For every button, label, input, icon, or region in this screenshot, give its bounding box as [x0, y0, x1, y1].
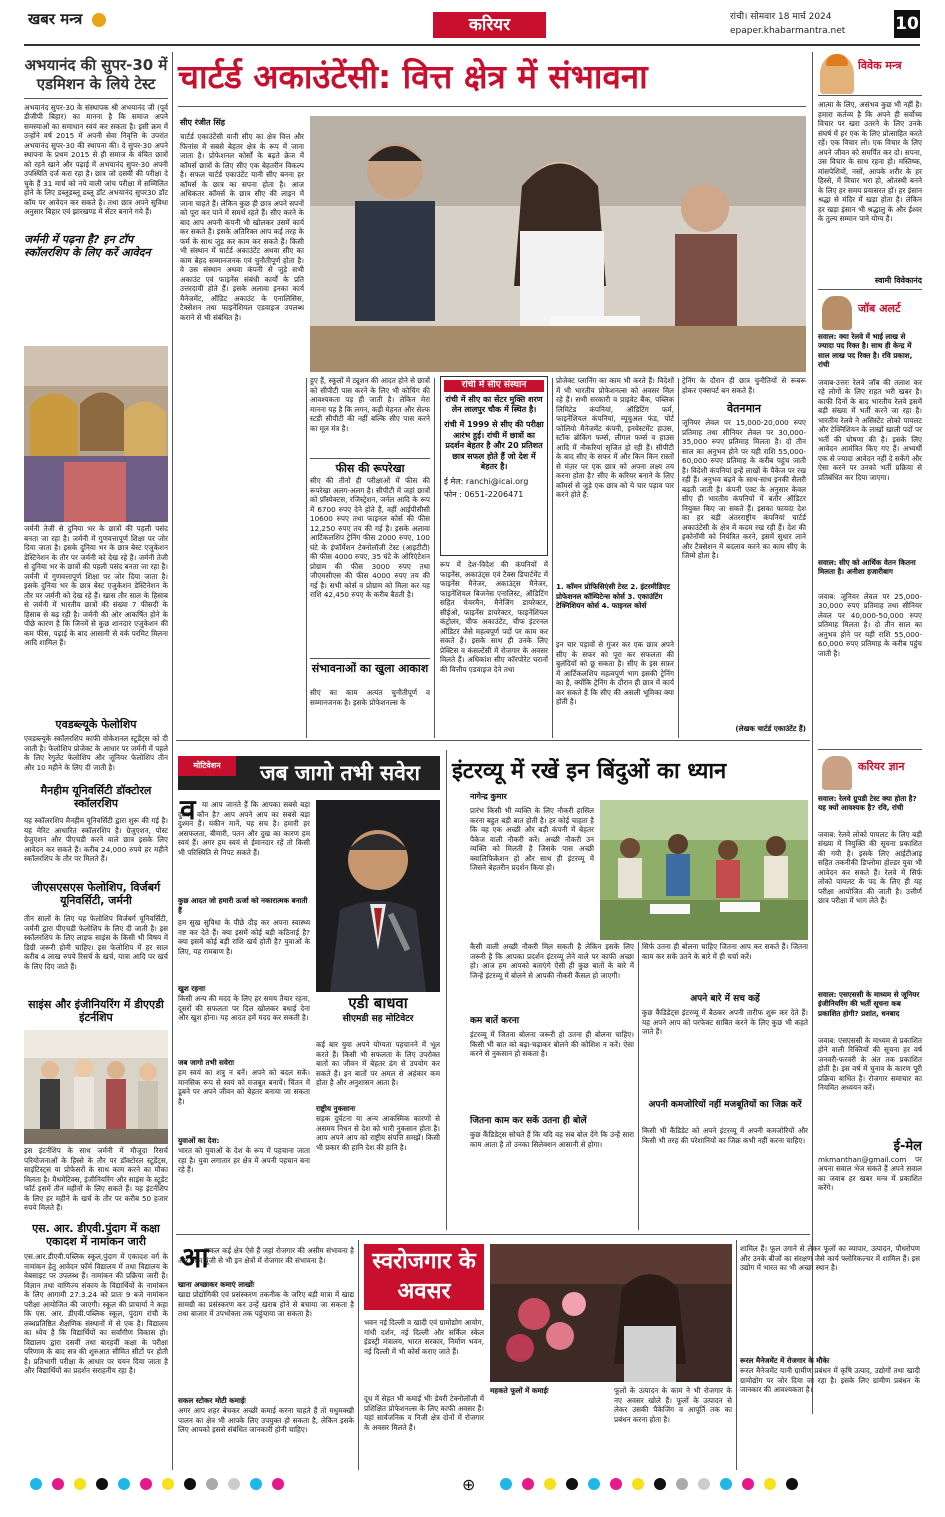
dav-admission-headline: एस. आर. डीएवी.पुंदाग में कक्षा एकादश में नामांकन जारी — [32, 1222, 160, 1249]
mannheim-body: यह स्कॉलरशिप मैनहीम यूनिवर्सिटी द्वारा शुरू की गई है। यह मेरिट आधारित स्कॉलरशिप है। ग्रेजुएशन, पोस्ट ग्रेजुएशन और पीएचडी करने वाले छात्र इसके लिए आवेदन कर सकते हैं। करीब 24,000 रुपये हर महीने स्कॉलरशिप के तौर पर मिलते हैं। — [24, 816, 168, 863]
main-col4b: इन चार पड़ावों से गुजर कर एक छात्र अपने सीए के सफर को पूरा कर सफलता की बुलंदियों को छू सकता है। सीए के इस सफ़र में आर्टिकलशिप महत्वपूर्ण भाग इसकी ट्रेनिंग का है, क्योंकि ट्रेनिंग के दौरान ही छात्र में कार्य कर सकते हैं कि सीए की असली भूमिका क्या होती है। — [556, 640, 674, 706]
speaker-name: एडी बाधवा — [348, 994, 408, 1012]
motivation-col2: कई बार युवा अपने योग्यता पहचानने में भूल करते हैं। किसी भी सफलता के लिए उपरोक्त बातों का जीवन में बेहतर ढंग से उपयोग कर सकते हैं। इन बातों पर अमल से अहंकार कम होता है और अनुशासन आता है। — [316, 1040, 440, 1087]
salary-headline: वेतनमान — [726, 402, 762, 415]
swarozgar-col3 — [490, 1386, 608, 1468]
daad-headline: साइंस और इंजीनियरिंग में डीएएडी इंटर्नशिप — [28, 998, 164, 1025]
germany-students-photo — [24, 346, 168, 522]
interview-byline: नागेन्द्र कुमार — [470, 792, 507, 801]
job-alert-header — [818, 296, 922, 332]
main-col2: हुए हैं, स्कूलों में ट्यूशन की आदत होने से छात्रों को सीपीटी पास करने के लिए भी कोचिंग की आवश्यकता पड़ ही जाती है। लेकिन मेरा मानना यह है कि लगन, कड़ी मेहनत और सेल्फ स्टडी सीपीटी की नहीं बल्कि सीए पास करने का मूल मंत्र है। — [310, 376, 430, 433]
speaker-role: सीएमडी सह मोटिवेटर — [342, 1013, 414, 1024]
dateline: रांची। सोमवार 18 मार्च 2024 — [730, 12, 832, 22]
author-note: (लेखक चार्टर्ड एकाउंटेंट हैं) — [735, 724, 806, 733]
fee-body: सीए की तीनों ही परीक्षाओं में फीस की रूपरेखा अलग-अलग है। सीपीटी में जहां छात्रों को प्रॉस्पेक्टस, रजिस्ट्रेशन, जर्नल आदि के रूप में 6700 रुपए देने होते हैं, वहीं आईपीसीसी 10600 रुपए तथा फाइनल कोर्स की फीस 12,250 रुपए तय की गई है। इसके अलावा आर्टिकलशिप ट्रेनिंग फीस 2000 रुपए, 100 घंटे के इंफॉर्मेशन टेक्नोलॉजी टेस्ट (आइटीटी) की फीस 4000 रुपए, 35 घंटे के ओरिएंटेशन प्रोग्राम की फीस 3000 रुपए तथा जीएमसीएस की फीस 4000 रुपए तय की गई है। सभी कोर्स व प्रोग्राम को मिला कर यह राशि 42,450 रुपए के करीब बैठती है। — [310, 476, 430, 599]
logo-badge-icon — [92, 13, 106, 27]
left-column — [24, 56, 168, 1468]
job-alert-portrait — [822, 296, 852, 330]
interview-col2: सिर्फ उतना ही बोलना चाहिए जितना आप कर सकते हैं। जितना काम कर सकें उतने के बारे में ही चर्चा करें। — [642, 942, 808, 961]
motivation-tag: मोटिवेशन — [178, 756, 236, 776]
swarozgar-sub4: रूरल मैनेजमेंट में रोजगार के मौकेः — [740, 1356, 830, 1365]
opportunity-headline: संभावनाओं का खुला आकाश — [310, 658, 430, 675]
job-alert-title: जॉब अलर्ट — [858, 301, 901, 315]
career-question: सवाल: रेलवे ग्रुपडी टेस्ट क्या होता है? यह क्यों आवश्यक है? रवि, रांची — [818, 793, 917, 813]
box-headline: रांची में सीए संस्थान — [444, 380, 544, 392]
swarozgar-sub3-body: फूलों के उत्पादन के काम ने भी रोजगार के नए अवसर खोले हैं। फूलों के उत्पादन से लेकर उसकी पैकेजिंग व आपूर्ति तक का प्रबंधन करना होता है। — [614, 1386, 732, 1424]
box-email[interactable]: ई मेल: ranchi@icai.org — [444, 476, 529, 486]
interview-sub3-body: कुछ कैंडिडेट्स इंटरव्यू में बैठकर अपनी तारीफ शुरू कर देते हैं। यह अपने आप को परफेक्ट साबित करने के लिए कुछ भी कहते जाते हैं। — [642, 1008, 808, 1036]
daad-intro: इस इंटर्नशिप के साथ जर्मनी में मौजूदा रिसर्च परियोजनाओं के हिस्से के तौर पर डॉक्टोरल स्टूडेंट्स, साइंटिस्ट्स या प्रोफेसरों के साथ काम करने का मौका मिलता है। मैथमेटिक्स, इंजीनियरिंग और साइंस के स्टूडेंट फॉर्ट इसमें तीन महीनों के लिए सकते हैं। यह इंटर्नशिप के लिए हर महीने के खर्च के तौर पर करीब 50 हजार रुपये मिलते हैं। — [24, 1146, 168, 1212]
gsss-headline: जीएसएसएस फेलोशिप, विर्जबर्ग यूनिवर्सिटी, जर्मनी — [31, 881, 161, 908]
main-col1: चार्टर्ड एकाउंटेंसी यानी सीए का क्षेत्र वित्त और फिनांस में सबसे बेहतर क्षेत्र के रूप में जाना जाता है। प्रोफेशनल कोर्सों के बढ़ते क्रेज में कॉमर्स छात्रों के लिए सीए एक बेहतरीन विकल्प है। सफल चार्टर्ड एकाउंटेंट यानी सीए बनना हर कॉमर्स के छात्र का सपना होता है। आज अधिकतर कॉमर्स के छात्र सीए की लाइन में जाना चाहते हैं। लेकिन कुछ ही छात्र अपने सपनों को पूरा कर पाने में समर्थ रहते हैं। सीए करने के बाद आप अपनी कंपनी भी खोलकर उसमें कार्य कर सकते हैं। इसके अतिरिक्त आप कई तरह के फर्म के साथ जुड़ कर काम कर सकते हैं। किसी भी संस्थान में चार्टर्ड अकाउंटेंट अथवा सीए का काम बेहद सम्मानजनक एवं चुनौतीपूर्ण होता है। वे उस संस्थान अथवा कंपनी से जुड़े सभी अकाउंट एवं फाइनेंस संबंधी कार्यों के प्रति उत्तरदायी होते हैं। इसके अलावा इनका कार्य मैनेजमेंट, ऑडिट अकाउंट के एनालिसिस, टैक्सेशन तथा फाइनेंशियल एडवाइज उपलब्ध कराने से भी संबंधित है। — [180, 132, 304, 322]
swarozgar-intro: जकल कई क्षेत्र ऐसे हैं जहां रोजगार की असीम संभावना है और काम पूंजी से भी इन क्षेत्रों में रोजगार की संभावना है। — [178, 1246, 354, 1265]
motivation-sub5: राष्ट्रीय नुकसानः — [316, 1104, 356, 1113]
main-byline: सीए रंजीत सिंह — [180, 118, 226, 127]
vivek-body: आत्मा के लिए, असंभव कुछ भी नहीं है। हमारा कर्तव्य है कि अपने ही सर्वोच्च विचार पर खरा उतरने के लिए उनके संघर्ष में हर एक के लिए प्रोत्साहित करते रहें। एक विचार लो। एक विचार के लिए अपने जीवन को समर्पित कर दो। सपना, उस विचार के साथ रहना हो। मस्तिष्क, मांसपेशियों, नसों, आपके शरीर के हर हिस्से, में विचार भरा हो, ओतस्थी बनने के लिए हर समय प्रयासरत हों। हर इंसान श्रद्धा से मंदिर में खड़ा होता है। लेकिन हर खड़ा इंसान भी श्रद्धालु के और ईश्वर के तुल्य सम्मान पाने योग्य है। — [818, 100, 922, 223]
interview-intro: प्रारंभ किसी भी व्यक्ति के लिए नौकरी हासिल करना बहुत बड़ी बात होती है। हर कोई चाहता है कि वह एक अच्छी और बड़ी कंपनी में बेहतर पैकेज वाली नौकरी करें। अच्छी नौकरी उन व्यक्ति को मिलती है जिसके पास अच्छी क्वालिफिकेशन हो और साथ ही इंटरव्यू में जिसने बेहतरीन प्रदर्शन किया हो। — [470, 806, 594, 872]
ca-institute-box — [440, 376, 548, 556]
swarozgar-sub1-body: खाद्य प्रोद्योगिकी एवं प्रसंस्करण तकनीक के जरिए बड़ी मात्रा में खाद्य सामग्री का प्रसंस्करण कर उन्हें खराब होने से बचाया जा सकता है तथा बाजार में उपभोक्ता तक पहुंचाया जा सकता है। — [178, 1290, 354, 1318]
abhayanand-headline: अभयानंद की सुपर-30 में एडमिशन के लिये टेस्ट — [24, 56, 168, 99]
page-number: 10 — [894, 10, 920, 38]
motivation-sub2: खुश रहनाः — [178, 984, 206, 993]
germany-body: जर्मनी तेजी से दुनिया भर के छात्रों की पहली पसंद बनता जा रहा है। जर्मनी में गुणवत्तापूर्ण शिक्षा पर जोर दिया जाता है। इसके दुनिया भर के छात्र बेस्ट एजुकेशन डेस्टिनेशन के तौर पर जर्मनी को देख रहे हैं। जर्मनी तेजी से दुनिया भर के छात्रों की पहली पसंद बनता जा रहा है। जर्मनी में गुणवत्तापूर्ण शिक्षा पर जोर दिया जाता है। इसके दुनिया भर के छात्र बेस्ट एजुकेशन डेस्टिनेशन के तौर पर जर्मनी को देख रहे हैं। खास तौर साल के हिसाब से जर्मनी में भारतीय छात्रों की संख्या 7 फीसदी के हिसाब से बढ़ रही है। जर्मनी की ओर आकर्षित होने के पीछे कारण है कि जिनमें से कुछ शानदार एजुकेशन की कम फीस, पढ़ाई के बाद आसानी से वर्क परमिट मिलना आदि शामिल हैं। — [24, 524, 168, 647]
masthead-logo — [28, 10, 106, 30]
swarozgar-sub1: खाना अच्छाकर कमाएं लाखोंः — [178, 1280, 255, 1289]
email-label: ई-मेल — [893, 1138, 922, 1154]
opportunity-body: सीए का काम अत्यंत चुनौतीपूर्ण व सम्मानजनक है। इसके प्रोफेशनल्स के — [310, 688, 430, 707]
salary-body: जूनियर लेवल पर 15,000-20,000 रुपए प्रतिमाह तथा सीनियर लेवल पर 30,000-35,000 रुपए प्रतिमाह मिलता है। दो तीन साल का अनुभव होने पर यही राशि 55,000-60,000 रुपए प्रतिमाह के करीब पहुंच जाती है। विदेशी कंपनियां इन्हें लाखों के पैकेज पर रख रही हैं। अनुभव बढ़ने के साथ-साथ इनकी सैलरी बढ़ती जाती है। कंपनी एक्ट के अनुसार केवल सीए ही भारतीय कंपनियों में बतौर ऑडिटर नियुक्त किए जा सकते हैं। इसका फायदा देश का हर बड़ी अंतरराष्ट्रीय कंपनियां चार्टर्ड अकाउंटेंसी के क्षेत्र में कदम रख रही हैं। देश की इकोनॉमी को नियंत्रित करने, इसमें सुधार लाने और टैक्सेशन में बदलाव करने का काम सीए के जिम्मे होता है। — [682, 418, 806, 560]
interview-sub3: अपने बारे में सच कहें — [690, 994, 760, 1004]
main-col3: रूप में देश-विदेश की कंपनियों में फाइनेंस, अकाउंट्स एवं टैक्स डिपार्टमेंट में फाइनेंस मैनेजर, अकाउंट्स मैनेजर, फाइनेंशियल बिजनेस एनालिस्ट, ऑडिटिंग सहित चेयरमैन, मैनेजिंग डायरेक्टर, सीईओ, फाइनेंस डायरेक्टर, फाइनेंशियल कंट्रोलर, चीफ अकाउंटेंट, चीफ इंटरनल ऑडिटर जैसे महत्वपूर्ण पदों पर काम कर सकते हैं। इसके साथ ही उनके लिए प्रेक्टिस व कंसल्टेंसी में रोजगार के अवसर मिलते हैं। अधिकांश सीए कॉरपोरेट घरानों की वित्तीय एडवाइज देने तथा — [440, 560, 548, 674]
right-column — [818, 52, 922, 1414]
motivation-sub4: युवाओं का देश: — [178, 1136, 220, 1145]
email-body[interactable]: mkmanthan@gmail.com पर अपना सवाल भेज सकते हैं अपने सवाल का जवाब हर खबर मन्त्र में प्रकाशित करेंगे। — [818, 1154, 922, 1193]
swarozgar-col2b: दूध में सेहत भी कमाई भीः डेयरी टेक्नोलॉजी में प्रशिक्षित प्रोफेशनल्स के लिए काफी अवसर हैं। यहां सार्वजनिक व निजी क्षेत्र दोनों में रोजगार के अवसर मिलते हैं। — [364, 1394, 484, 1432]
motivation-sub5-body: सड़क दुर्घटना या अन्य आकस्मिक कारणों से असमय निधन से देश को भारी नुकसान होता है। आप अपने आप को राष्ट्रीय संपत्ति समझें। किसी भी प्रकार की हानि देश की हानि है। — [316, 1114, 440, 1152]
interview-sub4: अपनी कमजोरियों नहीं मजबूतियों का जिक्र करें — [648, 1100, 802, 1110]
motivation-headline: जब जागो तभी सवेरा — [260, 761, 420, 785]
awk-fellowship-body: एवडब्ल्यूके स्कॉलरशिप काफी वोकेशनल स्टूडेंट्स को दी जाती है। फेलोशिप प्रोजेक्ट के आधार पर जर्मनी में पहले के लिए रेगुलेट फेलोशिप और जूनियर फेलोशिप तीन और 10 महीने के लिए दी जाती है। — [24, 734, 168, 772]
job-answer-2: जवाब: जूनियर लेवल पर 25,000-30,000 रुपए प्रतिमाह तथा सीनियर लेवल पर 40,000-50,000 रुपए प्रतिमाह मिलता है। दो तीन साल का अनुभव होने पर यही राशि 55,000-60,000 रुपए प्रतिमाह के करीब पहुंच जाती है। — [818, 592, 922, 750]
interview-sub4-body: किसी भी कैंडिडेट को अपने इंटरव्यू में अपनी कमजोरियों और किसी भी तरह की परेशानियों का जिक्र कभी नहीं करना चाहिए। — [642, 1126, 808, 1145]
speaker-caption — [316, 994, 440, 1034]
job-question-2: सवाल: सीए को आर्थिक वेतन कितना मिलता है। अनीशा हजारीबाग — [818, 557, 916, 577]
motivation-sub2-body: किसी अन्य की मदद के लिए हर समय तैयार रहना, दूसरों की सफलता पर दिल खोलकर बधाई देना और खुश होना। यह आदत हमें मदद कर सकती है। — [178, 994, 310, 1022]
motivation-intro: या आप जानते हैं कि आपका सबसे बड़ा दुश्मन कौन है? आप अपने आप का सबसे बड़ा दुश्मन हैं। यकीन मानें, यह सच है। हमारी हर असफलता, बीमारी, पतन और दुख का कारण हम स्वयं हैं। अगर हम स्वयं से ईमानदार रहें तो किसी भी परिस्थिति से निपट सकते हैं। — [178, 800, 310, 857]
job-answer: जवाब-उत्तरः रेलवे जॉब की तलाश कर रहे लोगों के लिए राहत भरी खबर है। काफी दिनों के बाद भारतीय रेलवे इसमें बड़ी संख्या में भर्ती करने जा रहा है। भारतीय रेलवे ने असिस्टेंट लोको पायलट और टेक्निशियन के लाखों खाली पदों पर भर्ती की घोषणा की है। इसके लिए आवेदन आमंत्रित किए गए हैं। अभ्यर्थी एक से ज्यादा आवेदन नहीं दे सकेंगे और ऐसा करने पर उनको भर्ती प्रक्रिया से प्रतिबंधित कर दिया जाएगा। — [818, 377, 922, 482]
career-answer-2: जवाब: एसएससी के माध्यम से प्रकाशित होने वाली रिक्तियों की सूचना हर वर्ष जनवरी-फरवरी के अंत तक प्रकाशित होती है। इस वर्ष में चुनाव के कारण पूरी प्रक्रिया बाधित है। रोजगार समाचार का नियमित अध्ययन करें। — [818, 1035, 922, 1093]
fee-headline: फीस की रूपरेखा — [310, 458, 430, 477]
career-gyan-header — [818, 754, 922, 794]
vivek-header — [818, 52, 922, 96]
motivation-sub1: कुछ आदत जो हमारी ऊर्जा को नकारात्मक बनाती हैं — [178, 896, 308, 915]
career-gyan-title: करियर ज्ञान — [858, 759, 905, 773]
color-registration-dots-left — [30, 1478, 294, 1493]
interview-para2: कैसी वाली अच्छी नौकरी मिल सकती है लेकिन इसके लिए जरूरी है कि आपका प्रदर्शन इंटरव्यू लेने वाले पर काफी अच्छा हो। आज हम आपको बताएंगे ऐसी ही कुछ बातों के बारे में जिन्हें इंटरव्यू में बोलने से आपकी नौकरी कैंसल हो जाएगी। — [470, 942, 634, 980]
interview-sub1: कम बातें करना — [470, 1016, 520, 1026]
vivek-title: विवेक मन्त्र — [858, 59, 902, 72]
ca-students-photo — [310, 116, 806, 372]
interview-sub1-body: इंटरव्यू में जितना बोलना जरूरी हो उतना ही बोलना चाहिए। किसी भी बात को बढ़ा-चढ़ाकर बोलने की कोशिश न करें। ऐसा करने से नुकसान हो सकता है। — [470, 1030, 634, 1058]
section-tab: करियर — [433, 12, 546, 38]
color-registration-dots-right — [500, 1478, 808, 1493]
swarozgar-col4: शामिल हैं। फूल उगाने से लेकर फूलों का व्यापार, उत्पादन, पौधरोपण और उनके बीजों का संरक्षण जैसे कार्य फ्लोरिकल्चर में शामिल हैं। इस उद्योग में भारत का भी अच्छा स्थान है। — [740, 1244, 920, 1272]
registration-mark-icon: ⊕ — [462, 1475, 476, 1494]
swarozgar-headline-box — [364, 1244, 484, 1310]
job-question: सवाल: क्या रेलवे में भाई लाख से ज्यादा पद रिक्त है। साथ ही केन्द्र में साल लाख पद रिक्त है। रवि प्रकाश, रांची — [818, 331, 913, 370]
logo-text: खबर मन्त्र — [28, 10, 83, 28]
motivation-sub4-body: भारत को युवाओं के देश के रूप में पहचाना जाता रहा है। युवा लगातार हर क्षेत्र में अपनी पहचान बना रहे हैं। — [178, 1146, 310, 1174]
flower-girl-photo — [490, 1244, 732, 1382]
germany-headline: जर्मनी में पढ़ना है? इन टॉप स्कॉलरशिप के लिए करें आवेदन — [24, 232, 151, 259]
box-body1: रांची में सीए का सेंटर मुक्ति शरण लेन लालपुर चौक में स्थित है। — [445, 394, 543, 415]
interview-headline: इंटरव्यू में रखें इन बिंदुओं का ध्यान — [452, 759, 727, 784]
career-gyan-portrait — [822, 756, 852, 790]
swarozgar-col2: भवन नई दिल्ली व खादी एवं ग्रामोद्योग आयोग, गांधी दर्शन, नई दिल्ली और सर्किल स्केल इंडस्ट्री मंत्रालय, भारत सरकार, निर्माण भवन, नई दिल्ली में भी कोर्स कराए जाते हैं। — [364, 1318, 484, 1356]
main-col5: ट्रेनिंग के दौरान ही छात्र चुनौतियों से रूबरू होकर एक्सपर्ट बन सकते हैं। — [682, 376, 806, 395]
swarozgar-sub2-body: अगर आप शहर बेचकर अच्छी कमाई करना चाहते हैं तो मधुमक्खी पालन का क्षेत्र भी आपके लिए उपयुक्त हो सकता है, लेकिन इसके लिए आपको इससे संबंधित जानकारी होनी चाहिए। — [178, 1406, 354, 1434]
interview-sub2: जितना काम कर सकें उतना ही बोलें — [470, 1116, 587, 1126]
abhayanand-body: अभयानंद सुपर-30 के संस्थापक श्री अभयानंद जी (पूर्व डीजीपी बिहार) का मानना है कि समाज अपने समस्याओं का समाधान स्वयं कर सकता है। इसी क्रम में उन्होंने वर्ष 2015 में अपनी सेवा निवृत्ति के उपरांत अभयानंद सुपर-30 की स्थापना की। दे सुपर-30 अपने स्थापना के प्रथम 2015 से ही समाज के वंचित छात्रों को रहने खाने और पढ़ाई में अभयानंद सुपर-30 अपनी उपस्थिति दर्ज करा रहा है। छात्र जो दसवीं की परीक्षा दे चुके हैं 31 मार्च को नये वाली जांच परीक्षा में सम्मिलित होने के लिए डब्लूडब्लू डब्लू डॉट अभयानंद सुपर30 डॉट कॉम पर आवेदन कर सकते है। तथा छात्र अपने सुविधा अनुसार बिहार एवं झारखण्ड में सेंटर बनाने गये हैं। — [24, 102, 168, 216]
vivekananda-portrait — [820, 54, 854, 94]
mannheim-headline: मैनहीम यूनिवर्सिटी डॉक्टोरल स्कॉलरशिप — [40, 784, 152, 811]
swarozgar-sub2: सकल स्टोकर मोटी कमाईः — [178, 1396, 246, 1405]
vivek-author: स्वामी विवेकानंद — [818, 276, 922, 290]
main-col4: प्रोजेक्ट प्लानिंग का काम भी करते हैं। विदेशों में भी भारतीय प्रोफेशनल्स को अवसर मिल रहे हैं। सभी सरकारी व प्राइवेट बैंक, पब्लिक लिमिटेड कंपनियां, ऑडिटिंग फर्म, फाइनेंशियल कंपनियां, म्यूचुअल फंड, पोर्ट फोलियो मैनेजमेंट कंपनी, इनवेस्टमेंट हाउस, स्टॉक ब्रोकिंग फर्म्स, लीगल फर्म्स व हाउस आदि में नौकरियां सृजित हो रही हैं। सीपीटी के बाद सीए के सफर में और किन किन रास्तों से मंज़र पर एक छात्र को अपना लक्ष्य तय करना होता है? सीए के करियर बनाने के लिए कॉमर्स से जुड़े एक छात्र को ये चार पड़ाव पार करने होते हैं: — [556, 376, 674, 499]
masthead — [0, 0, 945, 44]
dav-admission-body: एस.आर.डीएवी.पब्लिक स्कूल,पुंदाग में एकादश वर्ग के नामांकन हेतु आवेदन फॉर्म विद्यालय में तथा विद्यालय के वेबसाइट पर उपलब्ध हैं। नामांकन की प्रक्रिया जारी है। विज्ञान तथा वाणिज्य संकाय के विद्यार्थियों के नामांकन के लिए आगामी 27.3.24 को प्रातः 9 बजे नामांकन परीक्षा आयोजित की जाएगी। स्कूल की प्राचार्या ने कहा कि एस. आर. डीएवी.पब्लिक स्कूल, पुंदाग रांची के लब्धप्रतिष्ठित शैक्षणिक संस्थानों में से एक है। विद्यालय का ध्येय है कि विद्यार्थियों का सर्वांगीण विकास हो। विद्यालय द्वारा दसवीं तथा बारहवीं कक्षा के परीक्षा परिणाम के बाद सत्र की शुरुआत सीमित सीटों पर होती है। प्रतिभागी परीक्षा के आधार पर चयन दिया जाता है और विद्यार्थियों का प्रदर्शन सराहनीय रहा है। — [24, 1252, 168, 1375]
interview-sub2-body: कुछ कैंडिडेट्स सोचते हैं कि यदि वह सब बोल देंगे कि उन्हें सारा काम आता है तो उनका सिलेक्शन आसानी से होगा। — [470, 1130, 634, 1149]
daad-students-photo — [24, 1030, 168, 1144]
main-headline: चार्टर्ड अकाउंटेंसी: वित्त क्षेत्र में संभावना — [178, 57, 648, 96]
speaker-photo — [316, 800, 440, 992]
motivation-sub3: जब जागो तभी सवेराः — [178, 1058, 235, 1067]
swarozgar-sub4-body: रूरल मैनेजमेंट यानी ग्रामीण प्रबंधन में कृषि उत्पाद, उद्योगों तथा खादी ग्रामोद्योग पर जोर दिया जा रहा है। इसके लिए ग्रामीण प्रबंधन के जानकार की आवश्यकता है। — [740, 1366, 920, 1394]
swarozgar-sub3: महकते फूलों में कमाईः — [490, 1386, 549, 1395]
motivation-sub3-body: हम स्वयं का शत्रु न बनें। अपने को बदल सकें। मानसिक रूप से स्वयं को मजबूत बनायें। चिंतन में डूबने पर अपने जीवन को बेहतर बनाया जा सकता है। — [178, 1068, 310, 1106]
box-phone: फोन : 0651-2206471 — [444, 490, 524, 500]
motivation-sub1-body: हम सुख सुविधा के पीछे दौड़ कर अपना स्वास्थ्य नष्ट कर देते हैं। क्या इसमें कोई बड़ी कठिनाई है? क्या इसमें कोई बड़ी राशि खर्च होती है? युवाओं के लिए, यह रामबाण है। — [178, 918, 310, 956]
students-studying-photo — [600, 800, 808, 940]
epaper-url[interactable]: epaper.khabarmantra.net — [730, 26, 846, 36]
swarozgar-headline: स्वरोजगार के अवसर — [372, 1249, 476, 1304]
awk-fellowship-headline: एवडब्ल्यूके फेलोशिप — [55, 718, 137, 731]
motivation-dropcap: व — [180, 793, 196, 826]
box-body2: रांची में 1999 से सीए की परीक्षा आरंभ हुई। रांची में छात्रों का प्रदर्शन बेहतर है और 20 प्रतिशत छात्र सफल होते हैं जो देश में बेहतर है। — [444, 419, 544, 472]
career-answer: जवाब: रेलवे लोको पायलट के लिए बड़ी संख्या में नियुक्ति की सूचना प्रकाशित की गयी है। इसके लिए आईटीआइ सहित तकनीकी डिप्लोमा होल्डर युवा भी आवेदन कर सकते हैं। रेलवे में सिर्फ लोको पायलट के पद के लिए ही यह परीक्षा आयोजित की जाती है। उत्तीर्ण छात्र परीक्षा में भाग लेते हैं। — [818, 829, 922, 906]
ca-stages-list: 1. कॉमन प्रोफिसिएंसी टेस्ट 2. इंटरमीडिएट प्रोफेशनल कॉम्पिटेन्स कोर्स 3. एकाउंटिंग टेक्निशियन कोर्स 4. फाइनल कोर्स — [556, 582, 671, 610]
swarozgar-dropcap: आ — [180, 1241, 209, 1274]
career-question-2: सवाल: एसएससी के माध्यम से जूनियर इंजीनियरिंग की भर्ती सूचना कब प्रकाशित होगी? प्रशांत, धनबाद — [818, 989, 920, 1018]
gsss-body: तीन सालों के लिए यह फेलोशिप विर्जबर्ग यूनिवर्सिटी, जर्मनी द्वारा पीएचडी फेलोशिप के लिए दी जाती है। इस स्कॉलरशिप के लिए लाइफ साइंस के किसी भी विषय में डिग्री जरूरी होनी चाहिए। इस फेलोशिप में हर साल करीब 4 लाख रुपये रिसर्च के खर्च, यात्रा आदि पर खर्च के लिए दिए जाते हैं। — [24, 914, 168, 971]
motivation-header — [178, 756, 440, 790]
